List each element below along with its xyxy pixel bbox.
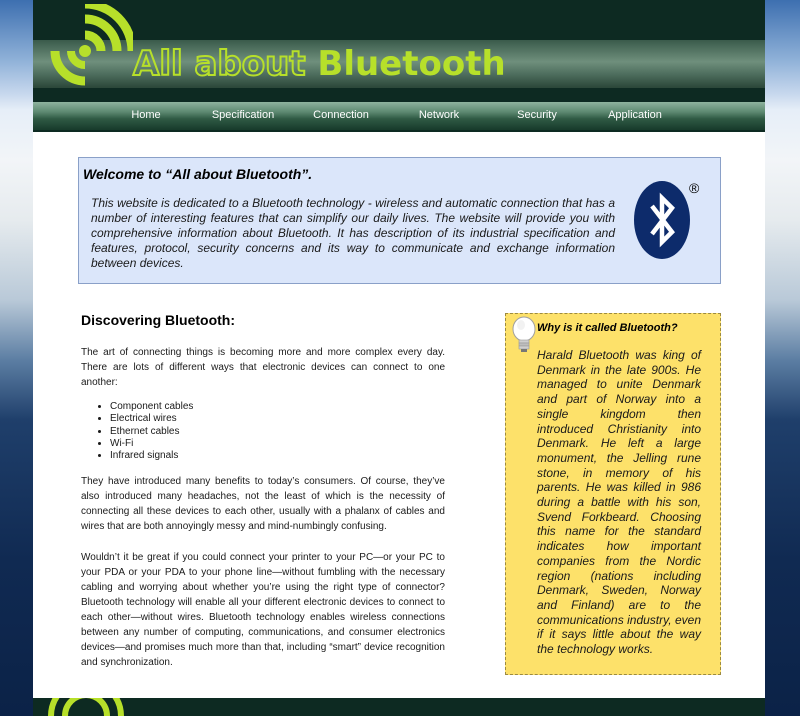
sidebar-title: Why is it called Bluetooth? <box>537 322 678 334</box>
nav-application[interactable]: Application <box>608 109 662 121</box>
bluetooth-logo-icon <box>633 180 691 260</box>
nav-connection[interactable]: Connection <box>313 109 369 121</box>
nav-network[interactable]: Network <box>418 109 460 121</box>
bluetooth-paragraph: Wouldn’t it be great if you could connect your printer to your PC—or your PC to your PDA or your PDA to your phone line—without fumbling with the necessary cabling and worrying about whether you’re using the right type of connector? Bluetooth technology will enable all your different electronic devices to connect to each other—without wires. Bluetooth technology enables wireless connections between any number of computing, communications, and consumer electronics devices—and promises much more than that, including “smart” device recognition and synchronization. <box>81 552 445 669</box>
sidebar-text: Harald Bluetooth was king of Denmark in the late 900s. He managed to unite Denmark and part of Norway into a single kingdom then introduced Christianity into Denmark. He left a large monument, the Jelling rune stone, in memory of his parents. He was killed in 986 during a battle with his son, Svend Forkbeard. Choosing this name for the standard indicates how important companies from the Nordic region (nations including Denmark, Sweden, Norway and Finland) are to the communications industry, even if it says little about the way the technology works. <box>537 348 701 657</box>
list-item: • Wi-Fi <box>110 438 445 450</box>
footer-waves-icon <box>41 698 131 716</box>
list-item: • Electrical wires <box>110 413 445 425</box>
site-footer <box>33 698 765 716</box>
nav-security[interactable]: Security <box>517 109 557 121</box>
registered-mark: ® <box>689 180 700 196</box>
site-title-part2: Bluetooth <box>317 44 506 84</box>
benefits-paragraph: They have introduced many benefits to today’s consumers. Of course, they’ve also introduced many headaches, not the least of which is the necessity of connecting all these devices to each other, usually with a phalanx of cables and wires that are both annoyingly messy and mind-numbingly confusing. <box>81 476 445 533</box>
nav-specification[interactable]: Specification <box>211 109 275 121</box>
welcome-title: Welcome to “All about Bluetooth”. <box>83 166 313 182</box>
wireless-waves-icon <box>41 4 133 96</box>
page-container <box>33 0 765 716</box>
welcome-text: This website is dedicated to a Bluetooth technology - wireless and automatic connection that has a number of interesting features that can simplify our daily lives. The website will provide you with comprehensive information about Bluetooth. It has description of its industrial specification and features, protocol, security concerns and its way to communicate and exchange information between devices. <box>91 196 615 270</box>
welcome-box <box>78 157 721 284</box>
site-title <box>133 40 506 88</box>
list-item: • Infrared signals <box>110 450 445 462</box>
list-item: • Ethernet cables <box>110 426 445 438</box>
main-heading: Discovering Bluetooth: <box>81 312 236 328</box>
connection-list <box>81 401 445 462</box>
nav-home[interactable]: Home <box>131 109 161 121</box>
list-item: • Component cables <box>110 401 445 413</box>
site-title-part1: All about <box>133 44 306 84</box>
lightbulb-icon <box>511 316 537 356</box>
sidebar-box <box>505 313 721 675</box>
main-nav <box>33 102 765 132</box>
intro-paragraph: The art of connecting things is becoming more and more complex every day. There are lots of different ways that electronic devices can connect to one another: <box>81 347 445 388</box>
site-header <box>33 0 765 102</box>
main-content <box>81 313 445 670</box>
